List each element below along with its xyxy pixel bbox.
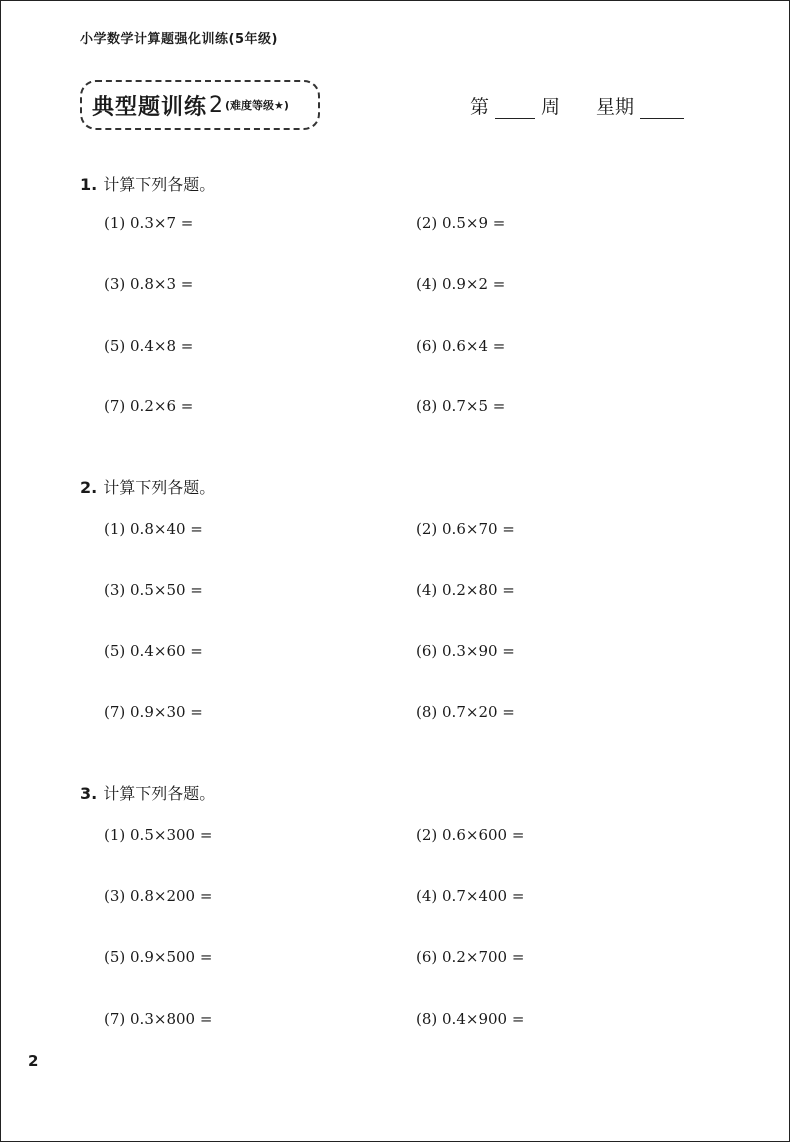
weekday-label: 星期 [596, 96, 635, 118]
section-instruction: 计算下列各题。 [103, 478, 216, 497]
problem: (3) 0.8×3 = [104, 275, 194, 293]
week-blank[interactable] [495, 98, 535, 119]
difficulty-label: (难度等级★) [225, 99, 289, 112]
section-2 [80, 475, 215, 498]
section-number: 3. [80, 784, 98, 803]
problem: (7) 0.2×6 = [104, 397, 194, 415]
problem: (7) 0.3×800 = [104, 1010, 213, 1028]
section-instruction: 计算下列各题。 [103, 784, 216, 803]
section-instruction: 计算下列各题。 [103, 175, 216, 194]
problem: (1) 0.8×40 = [104, 520, 203, 538]
section-title [80, 475, 215, 498]
problem: (6) 0.6×4 = [416, 337, 506, 355]
week-day-line [470, 92, 690, 119]
problem: (5) 0.9×500 = [104, 948, 213, 966]
title-box [80, 80, 320, 130]
section-title [80, 172, 215, 195]
problem: (6) 0.3×90 = [416, 642, 515, 660]
problem: (4) 0.7×400 = [416, 887, 525, 905]
section-1 [80, 172, 215, 195]
page-number: 2 [28, 1052, 39, 1070]
problem: (8) 0.4×900 = [416, 1010, 525, 1028]
title-number: 2 [209, 92, 224, 118]
problem: (1) 0.5×300 = [104, 826, 213, 844]
section-number: 2. [80, 478, 98, 497]
section-number: 1. [80, 175, 98, 194]
running-header: 小学数学计算题强化训练(5年级) [80, 32, 278, 47]
title-main: 典型题训练 [92, 94, 208, 120]
problem: (2) 0.5×9 = [416, 214, 506, 232]
problem: (1) 0.3×7 = [104, 214, 194, 232]
section-title [80, 781, 215, 804]
problem: (3) 0.5×50 = [104, 581, 203, 599]
week-prefix: 第 [470, 96, 490, 118]
problem: (4) 0.2×80 = [416, 581, 515, 599]
section-3 [80, 781, 215, 804]
problem: (5) 0.4×8 = [104, 337, 194, 355]
week-suffix: 周 [541, 96, 561, 118]
problem: (8) 0.7×20 = [416, 703, 515, 721]
problem: (8) 0.7×5 = [416, 397, 506, 415]
problem: (5) 0.4×60 = [104, 642, 203, 660]
problem: (7) 0.9×30 = [104, 703, 203, 721]
problem: (6) 0.2×700 = [416, 948, 525, 966]
problem: (4) 0.9×2 = [416, 275, 506, 293]
weekday-blank[interactable] [640, 98, 684, 119]
problem: (2) 0.6×70 = [416, 520, 515, 538]
problem: (3) 0.8×200 = [104, 887, 213, 905]
problem: (2) 0.6×600 = [416, 826, 525, 844]
